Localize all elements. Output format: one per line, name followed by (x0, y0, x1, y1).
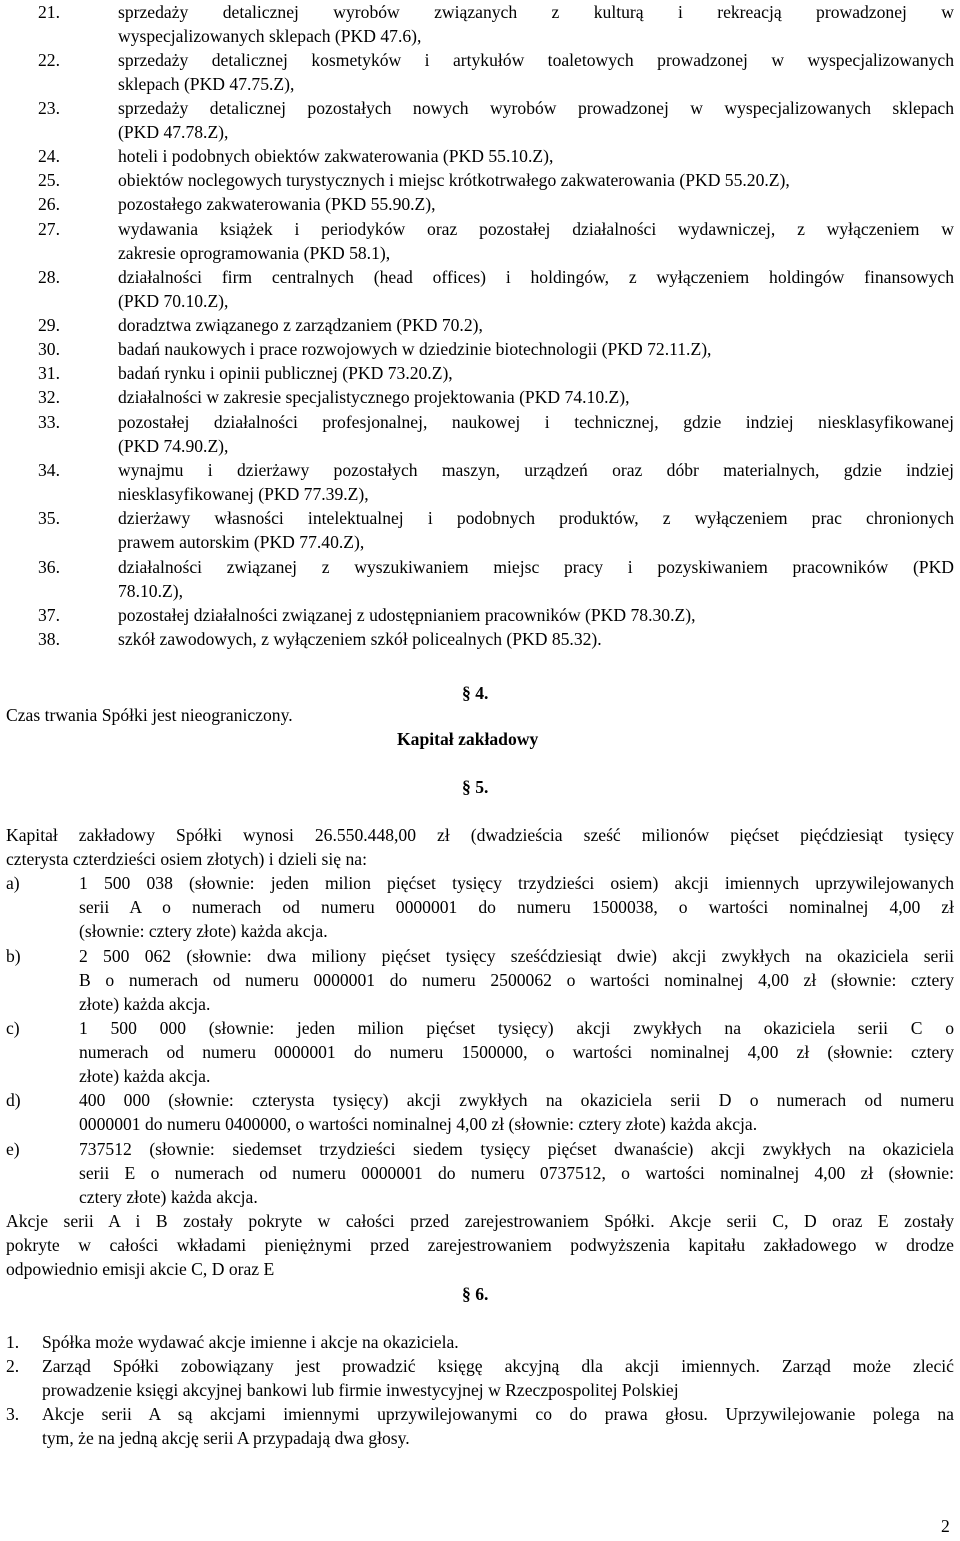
list-item-number: 25. (38, 170, 60, 190)
rule-item-number: 2. (6, 1356, 20, 1376)
list-item-text: badań naukowych i prace rozwojowych w dziedzinie biotechnologii (PKD 72.11.Z), (118, 339, 712, 359)
list-item-number: 33. (38, 412, 60, 432)
list-item-text: działalności związanej z wyszukiwaniem miejsc pracy i pozyskiwaniem pracowników (PKD (118, 557, 954, 577)
list-item-text: wydawania książek i periodyków oraz pozostałej działalności wydawniczej, z wyłączeniem w (118, 219, 954, 239)
list-item-text: wyspecjalizowanych sklepach (PKD 47.6), (118, 26, 422, 46)
list-item-text: 78.10.Z), (118, 581, 183, 601)
section-6-heading (462, 1282, 488, 1306)
share-item-text: 1 500 038 (słownie: jeden milion pięćset tysięcy trzydzieści osiem) akcji imiennych uprzywilejowanych (79, 873, 954, 893)
share-item-letter: e) (6, 1139, 20, 1159)
list-item-number: 21. (38, 2, 60, 22)
list-item-text: pozostałej działalności profesjonalnej, naukowej i technicznej, gdzie indziej niesklasyfikowanej (118, 412, 954, 432)
coverage-line: odpowiednio emisji akcie C, D oraz E (6, 1259, 275, 1279)
share-item-text: 400 000 (słownie: czterysta tysięcy) akcji zwykłych na okaziciela serii D o numerach od numeru (79, 1090, 954, 1110)
section-number: 5. (475, 777, 489, 797)
coverage-line: Akcje serii A i B zostały pokryte w całości przed zarejestrowaniem Spółki. Akcje serii C, D oraz E zostały (6, 1211, 954, 1231)
share-item-text: 1 500 000 (słownie: jeden milion pięćset tysięcy) akcji zwykłych na okaziciela serii C o (79, 1018, 954, 1038)
list-item-text: hoteli i podobnych obiektów zakwaterowania (PKD 55.10.Z), (118, 146, 554, 166)
list-item-number: 37. (38, 605, 60, 625)
share-item-text: cztery złote) każda akcja. (79, 1187, 258, 1207)
list-item-text: wynajmu i dzierżawy pozostałych maszyn, urządzeń oraz dóbr materialnych, gdzie indziej (118, 460, 954, 480)
list-item-text: (PKD 47.78.Z), (118, 122, 229, 142)
section-4-title: Kapitał zakładowy (397, 729, 539, 749)
list-item-text: działalności w zakresie specjalistycznego projektowania (PKD 74.10.Z), (118, 387, 630, 407)
list-item-text: (PKD 70.10.Z), (118, 291, 229, 311)
list-item-number: 35. (38, 508, 60, 528)
list-item-text: badań rynku i opinii publicznej (PKD 73.20.Z), (118, 363, 453, 383)
list-item-text: pozostałego zakwaterowania (PKD 55.90.Z), (118, 194, 436, 214)
list-item-number: 29. (38, 315, 60, 335)
list-item-text: zakresie oprogramowania (PKD 58.1), (118, 243, 391, 263)
list-item-number: 27. (38, 219, 60, 239)
list-item-number: 31. (38, 363, 60, 383)
share-item-text: serii A o numerach od numeru 0000001 do numeru 1500038, o wartości nominalnej 4,00 zł (79, 897, 954, 917)
list-item-number: 32. (38, 387, 60, 407)
share-item-text: 0000001 do numeru 0400000, o wartości nominalnej 4,00 zł (słownie: cztery złote) każda akcja. (79, 1114, 758, 1134)
share-item-text: (słownie: cztery złote) każda akcja. (79, 921, 328, 941)
list-item-number: 24. (38, 146, 60, 166)
capital-intro-line: czterysta czterdzieści osiem złotych) i dzieli się na: (6, 849, 367, 869)
rule-item-number: 1. (6, 1332, 20, 1352)
share-item-text: B o numerach od numeru 0000001 do numeru 2500062 o wartości nominalnej 4,00 zł (słownie: cztery (79, 970, 954, 990)
list-item-text: obiektów noclegowych turystycznych i miejsc krótkotrwałego zakwaterowania (PKD 55.20.Z), (118, 170, 790, 190)
share-item-text: złote) każda akcja. (79, 994, 211, 1014)
rule-item-text: prowadzenie księgi akcyjnej bankowi lub firmie inwestycyjnej w Rzeczpospolitej Polskiej (42, 1380, 679, 1400)
section-sign: § (462, 777, 471, 797)
list-item-number: 22. (38, 50, 60, 70)
rule-item-number: 3. (6, 1404, 20, 1424)
list-item-text: sprzedaży detalicznej kosmetyków i artykułów toaletowych prowadzonej w wyspecjalizowanych (118, 50, 954, 70)
section-5-heading (462, 775, 488, 799)
share-item-letter: b) (6, 946, 21, 966)
share-item-text: numerach od numeru 0000001 do numeru 1500000, o wartości nominalnej 4,00 zł (słownie: cztery (79, 1042, 954, 1062)
share-item-letter: a) (6, 873, 20, 893)
rule-item-text: tym, że na jedną akcję serii A przypadają dwa głosy. (42, 1428, 410, 1448)
list-item-number: 28. (38, 267, 60, 287)
share-item-text: serii E o numerach od numeru 0000001 do numeru 0737512, o wartości nominalnej 4,00 zł (słownie: (79, 1163, 954, 1183)
list-item-number: 34. (38, 460, 60, 480)
section-4-heading (462, 681, 488, 705)
list-item-text: prawem autorskim (PKD 77.40.Z), (118, 532, 365, 552)
share-item-text: 2 500 062 (słownie: dwa miliony pięćset tysięcy sześćdziesiąt dwie) akcji zwykłych na okaziciela serii (79, 946, 954, 966)
list-item-text: (PKD 74.90.Z), (118, 436, 229, 456)
list-item-number: 36. (38, 557, 60, 577)
list-item-text: pozostałej działalności związanej z udostępnianiem pracowników (PKD 78.30.Z), (118, 605, 696, 625)
section-sign: § (462, 1284, 471, 1304)
share-item-letter: d) (6, 1090, 21, 1110)
section-sign: § (462, 683, 471, 703)
list-item-text: szkół zawodowych, z wyłączeniem szkół policealnych (PKD 85.32). (118, 629, 602, 649)
list-item-text: doradztwa związanego z zarządzaniem (PKD 70.2), (118, 315, 483, 335)
list-item-number: 30. (38, 339, 60, 359)
list-item-number: 26. (38, 194, 60, 214)
section-number: 4. (475, 683, 489, 703)
list-item-text: sprzedaży detalicznej wyrobów związanych z kulturą i rekreacją prowadzonej w (118, 2, 954, 22)
page-number: 2 (941, 1516, 950, 1536)
section-number: 6. (475, 1284, 489, 1304)
list-item-text: dzierżawy własności intelektualnej i podobnych produktów, z wyłączeniem prac chronionych (118, 508, 954, 528)
list-item-text: niesklasyfikowanej (PKD 77.39.Z), (118, 484, 369, 504)
list-item-text: sprzedaży detalicznej pozostałych nowych wyrobów prowadzonej w wyspecjalizowanych sklepach (118, 98, 954, 118)
list-item-number: 38. (38, 629, 60, 649)
duration-text: Czas trwania Spółki jest nieograniczony. (6, 705, 293, 725)
share-item-text: złote) każda akcja. (79, 1066, 211, 1086)
list-item-text: działalności firm centralnych (head offices) i holdingów, z wyłączeniem holdingów finansowych (118, 267, 954, 287)
share-item-text: 737512 (słownie: siedemset trzydzieści siedem tysięcy pięćset dwanaście) akcji zwykłych na okaziciela (79, 1139, 954, 1159)
rule-item-text: Zarząd Spółki zobowiązany jest prowadzić księgę akcyjną dla akcji imiennych. Zarząd może zlecić (42, 1356, 954, 1376)
list-item-number: 23. (38, 98, 60, 118)
rule-item-text: Spółka może wydawać akcje imienne i akcje na okaziciela. (42, 1332, 459, 1352)
list-item-text: sklepach (PKD 47.75.Z), (118, 74, 295, 94)
capital-intro-line: Kapitał zakładowy Spółki wynosi 26.550.448,00 zł (dwadzieścia sześć milionów pięćset pięćdziesiąt tysięcy (6, 825, 954, 845)
share-item-letter: c) (6, 1018, 20, 1038)
coverage-line: pokryte w całości wkładami pieniężnymi przed zarejestrowaniem podwyższenia kapitału zakładowego w drodze (6, 1235, 954, 1255)
rule-item-text: Akcje serii A są akcjami imiennymi uprzywilejowanymi co do prawa głosu. Uprzywilejowanie polega na (42, 1404, 954, 1424)
